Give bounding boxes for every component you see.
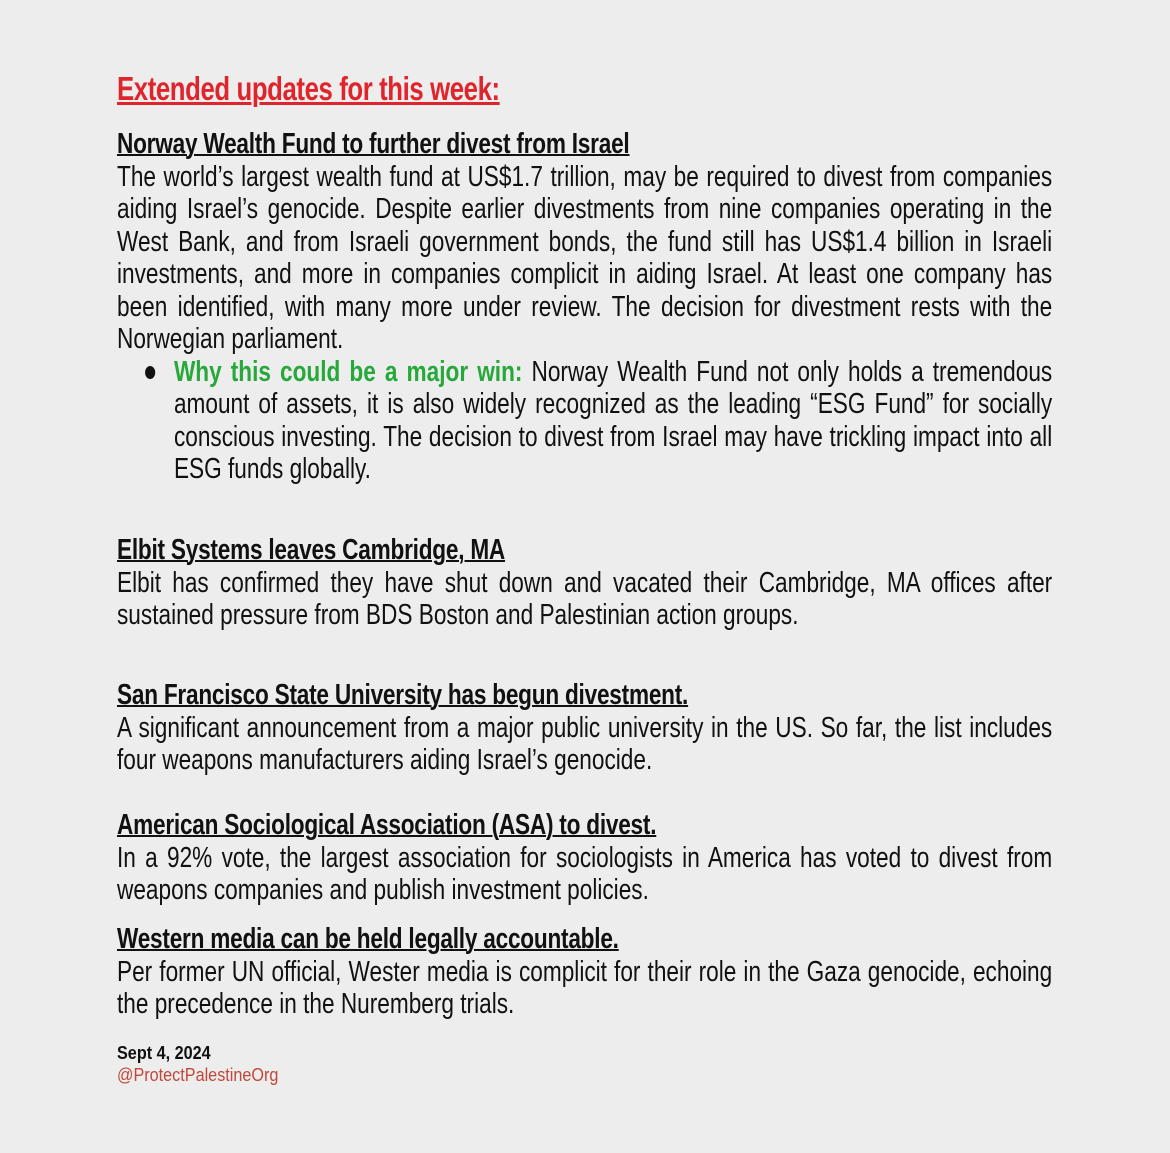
section-body: Elbit has confirmed they have shut down and vacated their Cambridge, MA offices after sustained pressure from BDS Boston and Palestinian action groups. bbox=[117, 566, 1053, 631]
footer-handle[interactable]: @ProtectPalestineOrg bbox=[117, 1065, 279, 1085]
page-title: Extended updates for this week: bbox=[117, 70, 500, 107]
section-heading: San Francisco State University has begun divestment. bbox=[117, 679, 689, 711]
bullet-icon bbox=[145, 366, 155, 379]
section-asa bbox=[117, 809, 1052, 907]
section-heading: Western media can be held legally accountable. bbox=[117, 923, 619, 955]
footer-date: Sept 4, 2024 bbox=[117, 1043, 211, 1063]
section-elbit bbox=[117, 534, 1052, 632]
section-body: Per former UN official, Wester media is complicit for their role in the Gaza genocide, echoing the precedence in the Nuremberg trials. bbox=[117, 955, 1053, 1020]
section-heading: Norway Wealth Fund to further divest from Israel bbox=[117, 128, 630, 160]
section-norway bbox=[117, 128, 1052, 486]
section-western-media bbox=[117, 923, 1052, 1021]
section-body: The world’s largest wealth fund at US$1.7 trillion, may be required to divest from companies aiding Israel’s genocide. Despite earlier divestments from nine companies operating in the West Bank, and from Israeli government bonds, the fund still has US$1.4 billion in Israeli investments, and more in companies complicit in aiding Israel. At least one company has been identified, with many more under review. The decision for divestment rests with the Norwegian parliament. bbox=[117, 160, 1053, 355]
bullet-text: Norway Wealth Fund not only holds a tremendous amount of assets, it is also widely recognized as the leading “ESG Fund” for socially conscious investing. The decision to divest from Israel may have trickling impact into all ESG funds globally. bbox=[173, 355, 1053, 485]
section-heading: Elbit Systems leaves Cambridge, MA bbox=[117, 534, 506, 566]
bullet-item bbox=[117, 356, 1052, 486]
section-heading: American Sociological Association (ASA) to divest. bbox=[117, 809, 657, 841]
footer bbox=[117, 1042, 1170, 1086]
section-body: A significant announcement from a major public university in the US. So far, the list includes four weapons manufacturers aiding Israel’s genocide. bbox=[117, 711, 1053, 776]
section-sfsu bbox=[117, 679, 1052, 777]
section-body: In a 92% vote, the largest association for sociologists in America has voted to divest from weapons companies and publish investment policies. bbox=[117, 841, 1053, 906]
bullet-label: Why this could be a major win: bbox=[173, 355, 523, 388]
